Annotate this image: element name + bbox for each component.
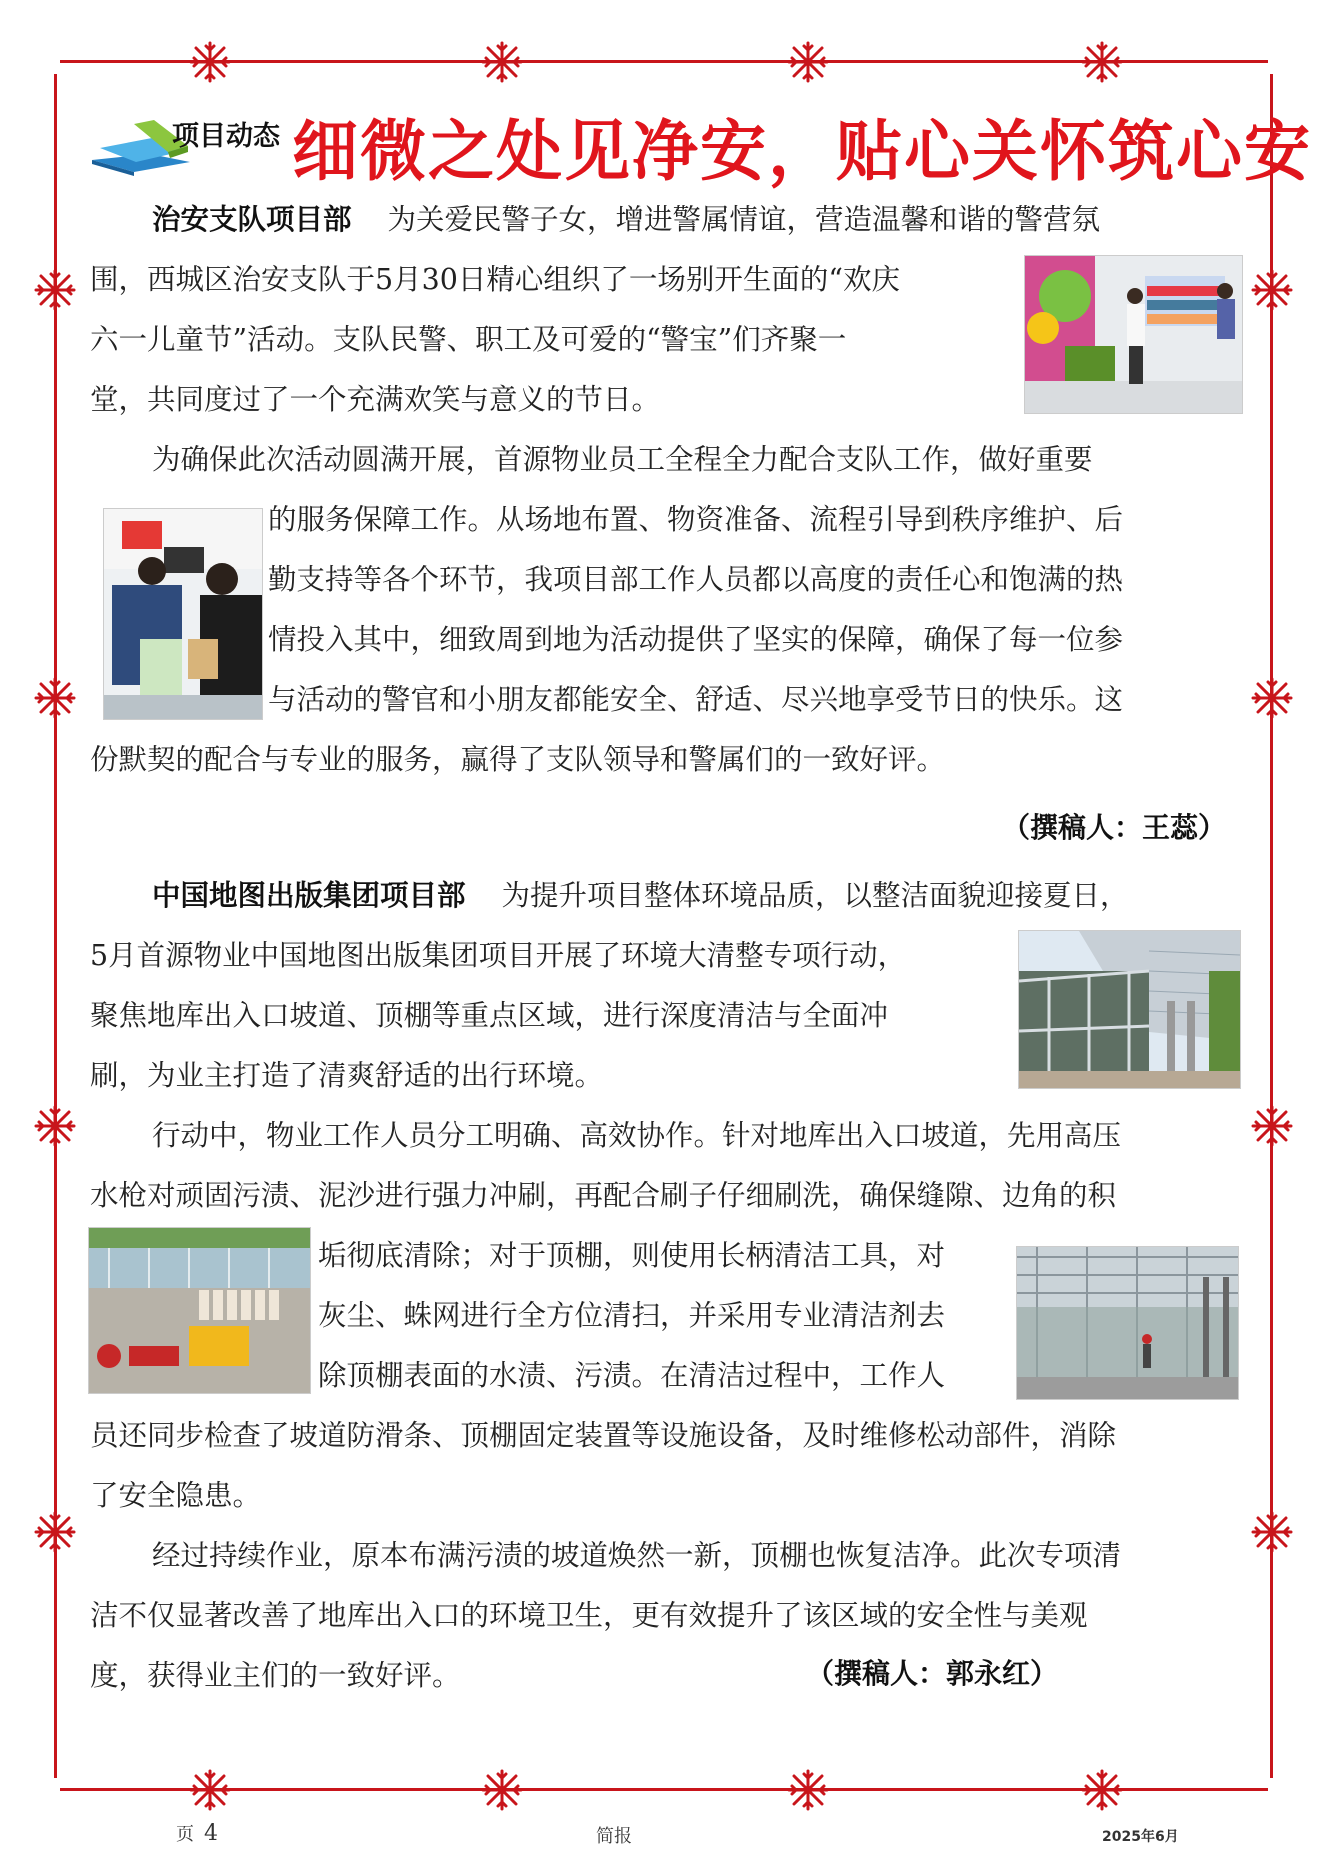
snowflake-icon	[188, 40, 232, 84]
text-line: 为确保此次活动圆满开展，首源物业员工全程全力配合支队工作，做好重要	[152, 443, 1093, 476]
article1-author: （撰稿人：王蕊）	[1002, 811, 1227, 844]
text-line: 围，西城区治安支队于5月30日精心组织了一场别开生面的“欢庆	[90, 263, 900, 296]
snowflake-icon	[1250, 268, 1294, 312]
article2-author: （撰稿人：郭永红）	[806, 1657, 1059, 1690]
page-label: 页	[176, 1824, 194, 1845]
article2-intro: 为提升项目整体环境品质，以整洁面貌迎接夏日，	[501, 879, 1129, 912]
snowflake-icon	[188, 1768, 232, 1812]
page-number-value: 4	[204, 1821, 218, 1846]
snowflake-icon	[33, 676, 77, 720]
snowflake-icon	[1080, 40, 1124, 84]
text-line: 刷，为业主打造了清爽舒适的出行环境。	[90, 1059, 604, 1092]
article2-paragraph3	[90, 1526, 1240, 1706]
photo-children-day-event	[1024, 255, 1243, 414]
text-line: 灰尘、蛛网进行全方位清扫，并采用专业清洁剂去	[318, 1299, 946, 1332]
snowflake-icon	[480, 40, 524, 84]
snowflake-icon	[1250, 1510, 1294, 1554]
text-line: 垢彻底清除；对于顶棚，则使用长柄清洁工具，对	[318, 1239, 946, 1272]
text-line: 六一儿童节”活动。支队民警、职工及可爱的“警宝”们齐聚一	[90, 323, 847, 356]
text-line: 勤支持等各个环节，我项目部工作人员都以高度的责任心和饱满的热	[268, 563, 1124, 596]
text-line: 与活动的警官和小朋友都能安全、舒适、尽兴地享受节日的快乐。这	[268, 683, 1124, 716]
snowflake-icon	[1250, 1104, 1294, 1148]
text-line: 洁不仅显著改善了地库出入口的环境卫生，更有效提升了该区域的安全性与美观	[90, 1599, 1088, 1632]
snowflake-icon	[1250, 676, 1294, 720]
text-line: 员还同步检查了坡道防滑条、顶棚固定装置等设施设备，及时维修松动部件，消除	[90, 1419, 1117, 1452]
page-title: 细微之处见净安，贴心关怀筑心安	[292, 113, 1312, 190]
footer-date: 2025年6月	[1102, 1829, 1179, 1845]
snowflake-icon	[1080, 1768, 1124, 1812]
section-tag: 项目动态	[172, 121, 280, 152]
text-line: 行动中，物业工作人员分工明确、高效协作。针对地库出入口坡道，先用高压	[152, 1119, 1122, 1152]
text-line: 除顶棚表面的水渍、污渍。在清洁过程中，工作人	[318, 1359, 946, 1392]
text-line: 度，获得业主们的一致好评。	[90, 1659, 461, 1692]
text-line: 水枪对顽固污渍、泥沙进行强力冲刷，再配合刷子仔细刷洗，确保缝隙、边角的积	[90, 1179, 1117, 1212]
snowflake-icon	[786, 1768, 830, 1812]
text-line: 聚焦地库出入口坡道、顶棚等重点区域，进行深度清洁与全面冲	[90, 999, 889, 1032]
text-line: 了安全隐患。	[90, 1479, 262, 1512]
article2-org: 中国地图出版集团项目部	[152, 879, 466, 912]
page-number	[176, 1820, 218, 1846]
text-line: 经过持续作业，原本布满污渍的坡道焕然一新，顶棚也恢复洁净。此次专项清	[152, 1539, 1122, 1572]
snowflake-icon	[786, 40, 830, 84]
text-line: 5月首源物业中国地图出版集团项目开展了环境大清整专项行动，	[90, 939, 907, 972]
article1-intro: 为关爱民警子女，增进警属情谊，营造温馨和谐的警营氛	[387, 203, 1101, 236]
snowflake-icon	[33, 268, 77, 312]
text-line: 的服务保障工作。从场地布置、物资准备、流程引导到秩序维护、后	[268, 503, 1124, 536]
photo-canopy-cleaning	[1016, 1246, 1239, 1400]
text-line: 堂，共同度过了一个充满欢笑与意义的节日。	[90, 383, 661, 416]
text-line: 份默契的配合与专业的服务，赢得了支队领导和警属们的一致好评。	[90, 743, 946, 776]
snowflake-icon	[480, 1768, 524, 1812]
photo-cleaning-team	[88, 1227, 311, 1394]
text-line: 情投入其中，细致周到地为活动提供了坚实的保障，确保了每一位参	[268, 623, 1124, 656]
article1-org: 治安支队项目部	[152, 203, 352, 236]
photo-building-canopy	[1018, 930, 1241, 1089]
snowflake-icon	[33, 1104, 77, 1148]
snowflake-icon	[33, 1510, 77, 1554]
photo-staff-preparing	[103, 508, 263, 720]
footer-title: 简报	[596, 1826, 632, 1847]
